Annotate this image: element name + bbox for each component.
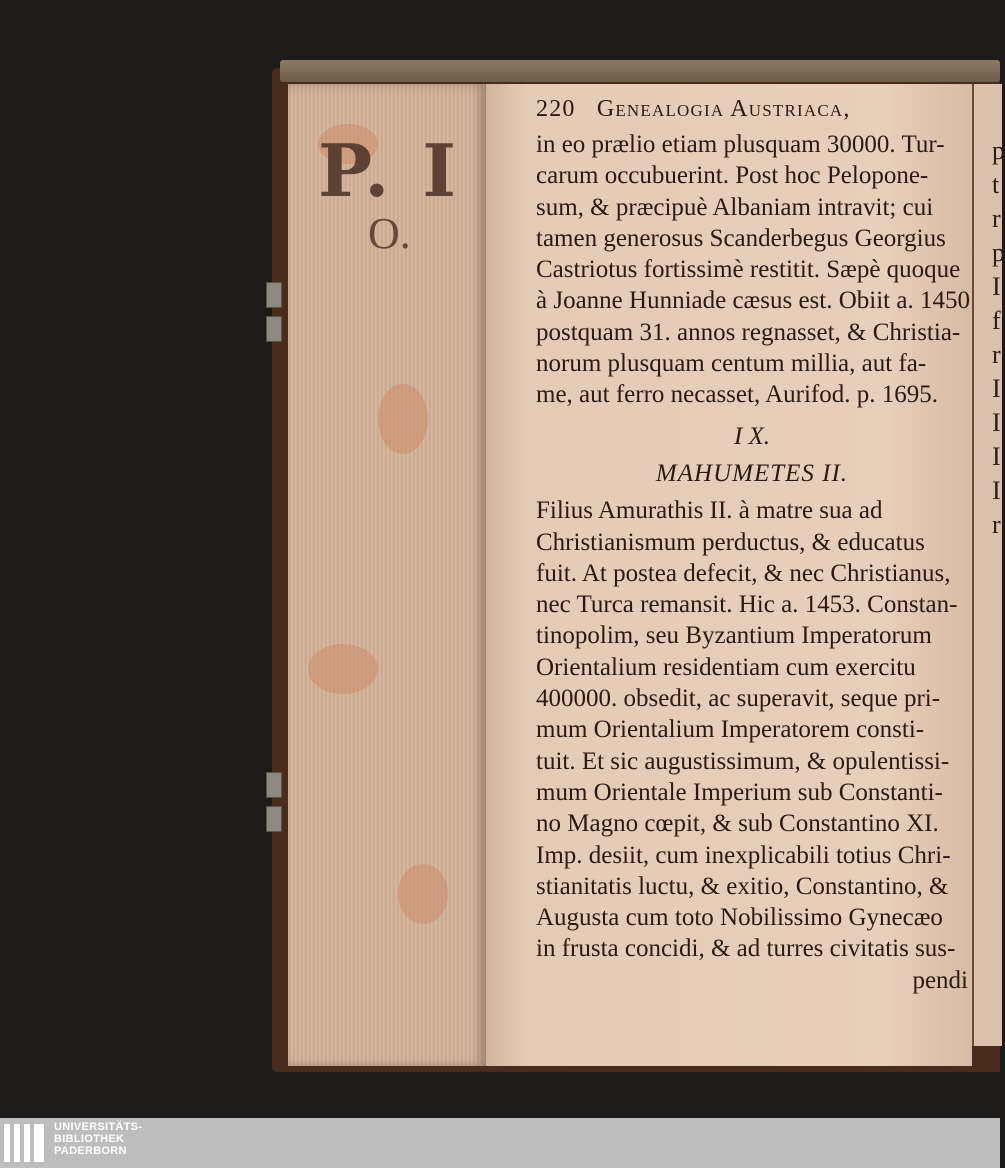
text-line: à Joanne Hunniade cæsus est. Obiit a. 1450	[536, 287, 970, 315]
library-footer	[0, 1118, 1000, 1168]
next-page-letter: p	[992, 136, 1005, 165]
library-stamp: P. I	[318, 128, 461, 213]
library-name	[54, 1121, 142, 1157]
library-logo-icon	[4, 1124, 48, 1162]
section-number: I X.	[733, 422, 771, 450]
text-line: Augusta cum toto Nobilissimo Gynecæo	[536, 904, 943, 932]
text-line: norum plusquam centum millia, aut fa-	[536, 350, 927, 378]
page-number: 220	[536, 96, 576, 122]
text-line: in eo prælio etiam plusquam 30000. Tur-	[536, 131, 945, 158]
text-line: Castriotus fortissimè restitit. Sæpè quoque	[536, 256, 961, 284]
text-line: mum Orientale Imperium sub Constanti-	[536, 778, 943, 806]
text-line: carum occubuerint. Post hoc Pelopone-	[536, 162, 929, 190]
text-line: Imp. desiit, cum inexplicabili totius Chri-	[536, 841, 951, 869]
clasp-icon	[266, 806, 282, 832]
text-line: fuit. At postea defecit, & nec Christianus,	[536, 559, 951, 587]
text-block-1	[536, 129, 968, 411]
clasp-icon	[266, 772, 282, 798]
text-line: Filius Amurathis II. à matre sua ad	[536, 497, 883, 525]
next-page-letter: I	[992, 476, 1001, 505]
text-line: postquam 31. annos regnasset, & Christia-	[536, 318, 961, 346]
next-page-letter: f	[992, 306, 1001, 335]
text-line: sum, & præcipuè Albaniam intravit; cui	[536, 193, 934, 221]
text-line: 400000. obsedit, ac superavit, seque pri-	[536, 685, 941, 713]
library-name-line: BIBLIOTHEK	[54, 1133, 125, 1145]
next-page-letter: I	[992, 272, 1001, 301]
running-title: Genealogia Austriaca,	[596, 96, 851, 122]
text-line: in frusta concidi, & ad turres civitatis sus-	[536, 935, 956, 963]
text-line: Orientalium residentiam cum exercitu	[536, 653, 916, 681]
library-name-line: PADERBORN	[54, 1145, 127, 1157]
section-title: MAHUMETES II.	[655, 459, 849, 487]
next-page-letter: I	[992, 374, 1001, 403]
library-name-line: UNIVERSITÄTS-	[54, 1121, 143, 1133]
text-line: no Magno cœpit, & sub Constantino XI.	[536, 810, 939, 838]
text-block-2	[536, 495, 968, 964]
next-page-letter: I	[992, 442, 1001, 471]
running-header	[536, 96, 968, 123]
text-line: mum Orientalium Imperatorem consti-	[536, 716, 925, 744]
book-cover-top	[280, 60, 1000, 82]
text-line: stianitatis luctu, & exitio, Constantino, &	[536, 872, 949, 900]
page-text	[536, 96, 968, 996]
text-line: Christianismum perductus, & educatus	[536, 528, 925, 556]
next-page-letter: r	[992, 340, 1001, 369]
next-page-letter: r	[992, 204, 1001, 233]
next-page-letter: t	[992, 170, 1000, 199]
next-page-letter: r	[992, 510, 1001, 539]
text-line: tinopolim, seu Byzantium Imperatorum	[536, 622, 932, 650]
text-line: me, aut ferro necasset, Aurifod. p. 1695.	[536, 381, 938, 409]
text-line: tamen generosus Scanderbegus Georgius	[536, 224, 946, 252]
next-page-letter: p	[992, 238, 1005, 267]
text-line: nec Turca remansit. Hic a. 1453. Constan-	[536, 591, 958, 619]
clasp-icon	[266, 282, 282, 308]
text-line: tuit. Et sic augustissimum, & opulentissi-	[536, 747, 950, 775]
library-stamp-number: O.	[368, 209, 411, 258]
clasp-icon	[266, 316, 282, 342]
next-page-letter: I	[992, 408, 1001, 437]
next-page-edge	[972, 84, 1005, 1046]
catchword: pendi	[912, 966, 968, 994]
